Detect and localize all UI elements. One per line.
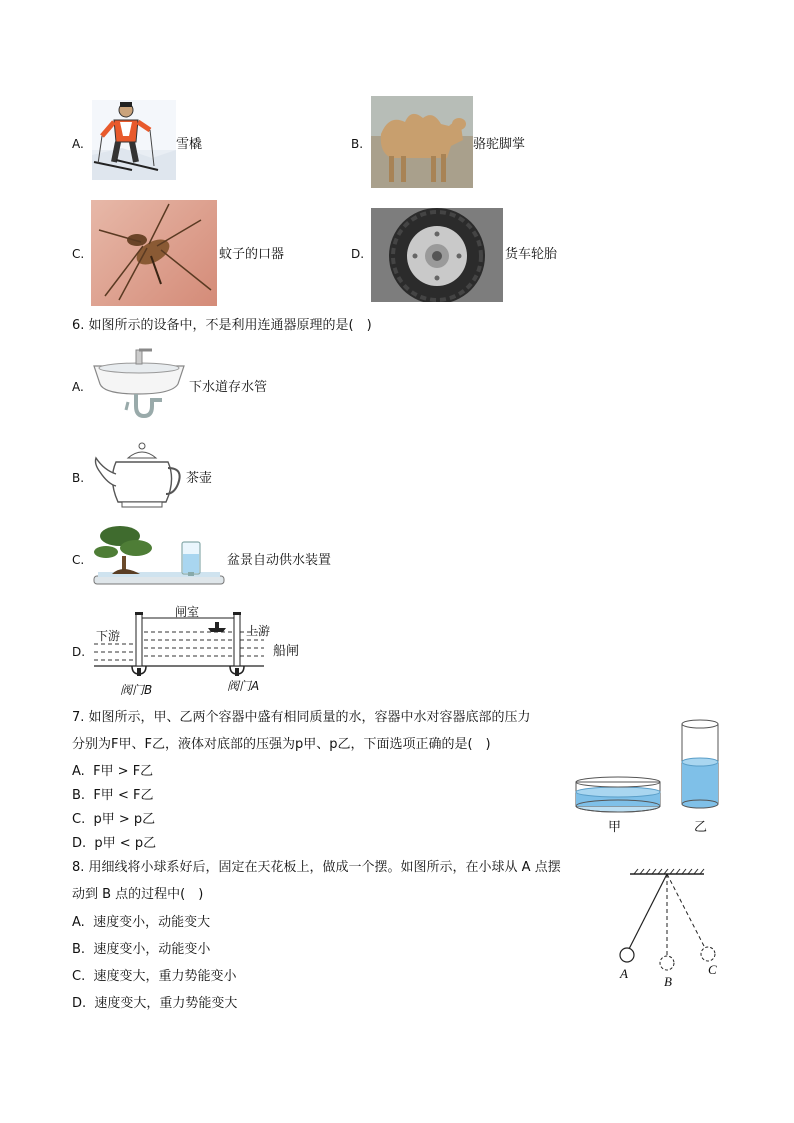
- option-text: 速度变大，重力势能变大: [94, 996, 238, 1011]
- option-text: 速度变大，重力势能变小: [93, 969, 237, 984]
- q7-option-d: [72, 836, 156, 852]
- container-right-label: 乙: [694, 820, 708, 835]
- q7-option-b: [72, 788, 153, 804]
- question-7-stem-line1: 7. 如图所示，甲、乙两个容器中盛有相同质量的水，容器中水对容器底部的压力: [72, 710, 531, 725]
- lock-valve-b-label: 阀门B: [120, 683, 153, 697]
- option-text: 速度变小，动能变大: [93, 915, 211, 930]
- q7-option-c: [72, 812, 155, 828]
- option-text: 茶壶: [186, 471, 213, 486]
- option-text: 雪橇: [176, 137, 203, 152]
- option-letter: C.: [72, 812, 86, 827]
- mosquito-image: [91, 200, 217, 306]
- option-text: F甲 > F乙: [93, 764, 154, 779]
- q7-option-a: [72, 764, 153, 780]
- truck-tire-image: [371, 208, 503, 302]
- option-text: 蚊子的口器: [219, 247, 285, 262]
- container-left-label: 甲: [608, 820, 622, 835]
- option-letter: B.: [351, 137, 364, 151]
- q8-option-b: [72, 942, 210, 958]
- q8-option-d: [72, 996, 237, 1012]
- option-letter: A.: [72, 380, 84, 394]
- bonsai-water-supply-image: [92, 522, 226, 594]
- option-text: F甲 < F乙: [93, 788, 154, 803]
- sink-trap-image: [92, 344, 186, 422]
- pendulum-point-a-label: A: [620, 966, 628, 981]
- option-letter: D.: [351, 247, 365, 261]
- option-letter: C.: [72, 553, 85, 567]
- option-letter: D.: [72, 996, 87, 1011]
- option-text: p甲 < p乙: [94, 836, 157, 851]
- option-text: 船闸: [273, 644, 300, 659]
- skier-image: [92, 100, 176, 180]
- option-letter: A.: [72, 764, 85, 779]
- option-text: 骆驼脚掌: [473, 137, 526, 152]
- lock-chamber-label: 闸室: [175, 605, 200, 619]
- option-letter: C.: [72, 969, 86, 984]
- teapot-image: [92, 440, 186, 514]
- camel-image: [371, 96, 473, 188]
- q8-option-c: [72, 969, 237, 985]
- lock-upstream-label: 上游: [246, 624, 271, 638]
- option-letter: A.: [72, 915, 85, 930]
- containers-diagram: [570, 712, 730, 840]
- lock-valve-a-label: 阀门A: [227, 679, 260, 693]
- question-8-stem-line2: 动到 B 点的过程中( ): [72, 887, 204, 902]
- pendulum-diagram: [612, 864, 722, 990]
- question-7-stem-line2: 分别为F甲、F乙，液体对底部的压强为p甲、p乙，下面选项正确的是( ): [72, 737, 491, 752]
- option-letter: B.: [72, 942, 86, 957]
- question-8-stem-line1: 8. 用细线将小球系好后，固定在天花板上，做成一个摆。如图所示，在小球从 A 点摆: [72, 860, 561, 875]
- option-letter: A.: [72, 137, 84, 151]
- lock-downstream-label: 下游: [96, 629, 121, 643]
- question-6-stem: 6. 如图所示的设备中，不是利用连通器原理的是( ): [72, 318, 372, 333]
- option-text: 盆景自动供水装置: [227, 553, 332, 568]
- option-letter: D.: [72, 645, 86, 659]
- pendulum-point-b-label: B: [664, 974, 672, 989]
- option-letter: D.: [72, 836, 87, 851]
- pendulum-point-c-label: C: [708, 962, 717, 977]
- option-text: p甲 > p乙: [93, 812, 156, 827]
- option-text: 货车轮胎: [505, 247, 558, 262]
- option-letter: B.: [72, 788, 86, 803]
- q8-option-a: [72, 915, 210, 931]
- option-text: 速度变小，动能变小: [93, 942, 211, 957]
- ship-lock-diagram: [92, 604, 272, 700]
- option-text: 下水道存水管: [189, 380, 268, 395]
- option-letter: C.: [72, 247, 85, 261]
- option-letter: B.: [72, 471, 85, 485]
